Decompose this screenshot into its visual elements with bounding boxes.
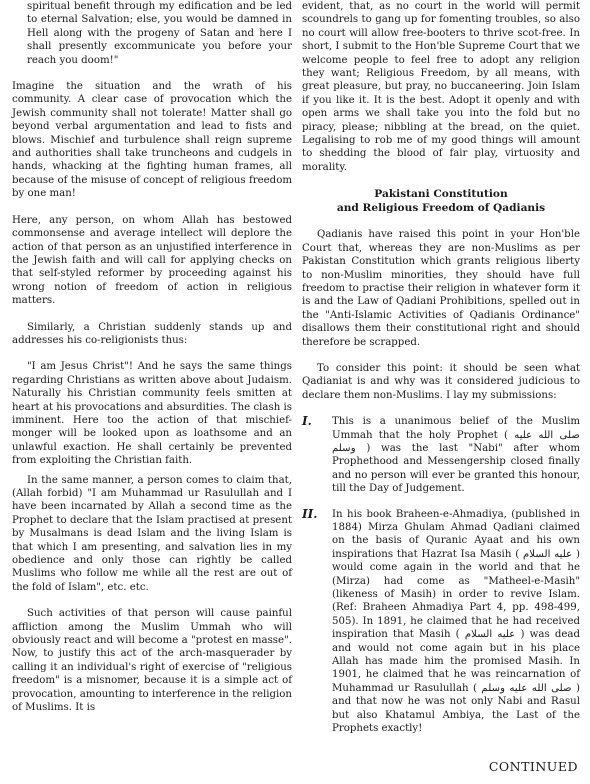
section-heading-line-2: and Religious Freedom of Qadianis: [336, 201, 546, 214]
submission-number: II.: [302, 506, 318, 521]
left-paragraph-3: Here, any person, on whom Allah has bestowed commonsense and average intellect will deplore the action of that person as an unjustified interference in the Jewish faith and will call for applying checks on that self-styled reformer by proceeding against his wrong notion of freedom of action in religious matters.: [12, 214, 292, 307]
left-paragraph-6: In the same manner, a person comes to claim that, (Allah forbid) "I am Muhammad ur Rasulullah and I have been incarnated by Allah a second time as the Prophet to declare that the Islam practised at present by Musalmans is dead Islam and the living Islam is that which I am presenting, and salvation lies in my obedience and only those can rightly be called Muslims who follow me while all the rest are out of the fold of Islam", etc. etc.: [12, 474, 292, 593]
section-heading: [302, 188, 580, 215]
left-column: [12, 0, 292, 715]
section-heading-line-1: Pakistani Constitution: [374, 188, 508, 201]
submission-item: [302, 508, 580, 736]
submission-number: I.: [302, 414, 312, 429]
left-paragraph-7: Such activities of that person will cause painful affliction among the Muslim Ummah who will obviously react and will become a "protest en masse". Now, to justify this act of the arch-masquerader by calling it an individual's right of exercise of "religious freedom" is a misnomer, because it is a simple act of provocation, amounting to interference in the religion of Muslims. It is: [12, 608, 292, 714]
continued-label: CONTINUED: [488, 759, 578, 774]
left-paragraph-4: Similarly, a Christian suddenly stands up and addresses his co-religionists thus:: [12, 321, 292, 346]
right-paragraph-3: To consider this point: it should be seen what Qadianiat is and why was it considered judicious to declare them non-Muslims. I lay my submissions:: [302, 362, 580, 401]
submission-text: This is a unanimous belief of the Muslim Ummah that the holy Prophet ( صلى الله عليه وسلم ) was the last "Nabi" after whom Prophethood and Messengership closed finally and no person will ever be granted this honour, till the Day of Judgement.: [332, 416, 581, 495]
left-paragraph-5: "I am Jesus Christ"! And he says the same things regarding Christians as written above about Judaism. Naturally his Christian community feels smitten at heart at his provocations and absurdities. The clash is imminent. Here too the action of that mischief-monger will be looked upon as loathsome and an unlawful exaction. He shall certainly be prevented from exploiting the Christian faith.: [12, 361, 292, 467]
submission-text: In his book Braheen-e-Ahmadiya, (published in 1884) Mirza Ghulam Ahmad Qadiani claimed on the basis of Quranic Ayaat and his own inspirations that Hazrat Isa Masih ( عليه السلام ) would come again in the world and that he (Mirza) had come as "Matheel-e-Masih" (likeness of Masih) in order to revive Islam. (Ref: Braheen Ahmadiya Part 4, pp. 498-499, 505). In 1891, he claimed that he had received inspiration that Masih ( عليه السلام ) was dead and would not come again but in his place Allah has made him the promised Masih. In 1901, he claimed that he was reincarnation of Muhammad ur Rasulullah ( صلى الله عليه وسلم ) and that now he was not only Nabi and Rasul but also Khatamul Ambiya, the Last of the Prophets exactly!: [332, 508, 581, 735]
left-paragraph-2: Imagine the situation and the wrath of his community. A clear case of provocation which the Jewish community shall not tolerate! Matter shall go beyond verbal argumentation and lead to fists and blows. Mischief and turbulence shall reign supreme and authorities shall take truncheons and cudgels in hands, whacking at the fighting human frames, all because of the misuse of concept of religious freedom by one man!: [12, 81, 292, 200]
right-paragraph-2: Qadianis have raised this point in your Hon'ble Court that, whereas they are non-Muslims as per Pakistan Constitution which grants religious liberty to non-Muslim minorities, they should have full freedom to practise their religion in whatever form it is and the Law of Qadiani Prohibitions, spelled out in the "Anti-Islamic Activities of Qadianis Ordinance" disallows them their constitutional right and should therefore be scrapped.: [302, 229, 580, 348]
left-paragraph-1: spiritual benefit through my edification and be led to eternal Salvation; else, you would be damned in Hell along with the progeny of Satan and here I shall presently excommunicate you before your reach you doom!": [27, 1, 292, 66]
submissions-list: [302, 415, 580, 735]
right-column: [302, 0, 580, 748]
submission-item: [302, 415, 580, 495]
right-paragraph-1: evident, that, as no court in the world will permit scoundrels to gang up for fomenting troubles, so also no court will allow free-booters to thrive scot-free. In short, I submit to the Hon'ble Supreme Court that we welcome people to feel free to adopt any religion they want; Religious Freedom, by all means, with great pleasure, but pray, no buccaneering. Join Islam if you like it. It is the best. Adopt it openly and with open arms we shall take you into the fold but no piracy, please; nibbling at the bread, on the quiet. Legalising to rob me of my good things will amount to shedding the blood of fair play, virtuosity and morality.: [302, 1, 580, 173]
